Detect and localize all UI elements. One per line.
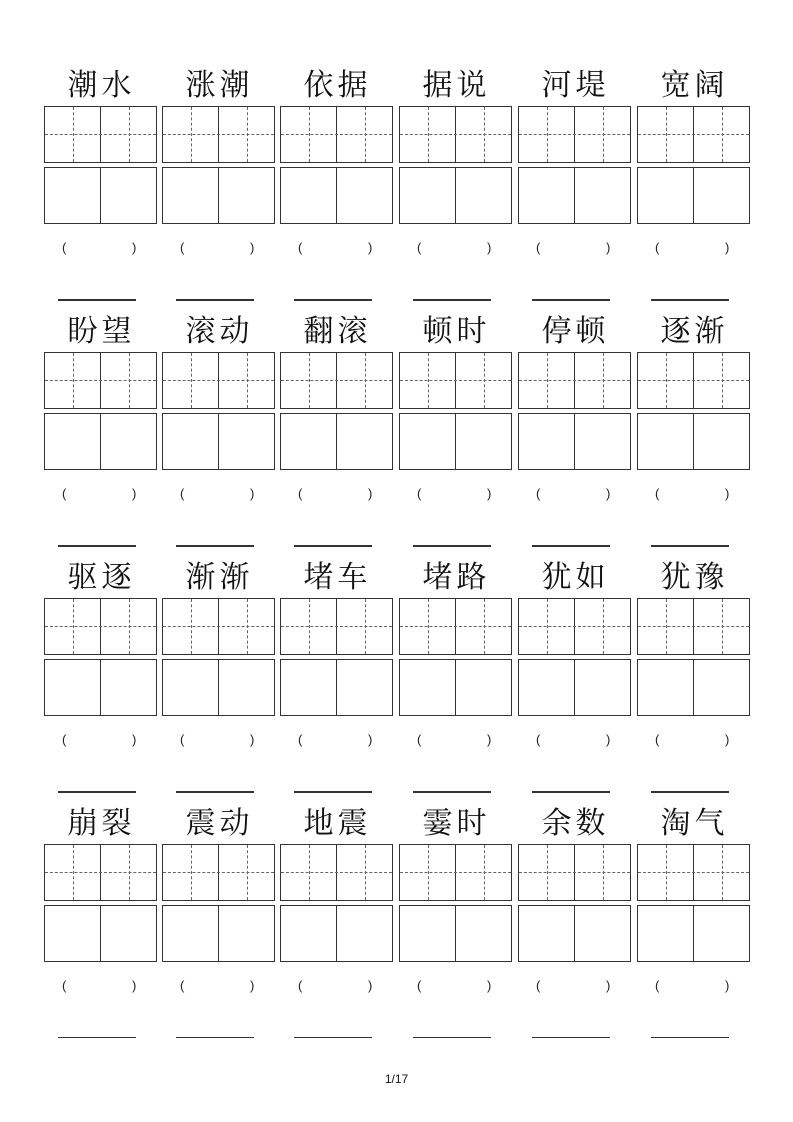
grid-guide-h — [163, 626, 274, 627]
grid-guide-v — [428, 599, 429, 654]
tianzige-grid[interactable] — [637, 598, 750, 655]
tianzige-grid[interactable] — [518, 598, 631, 655]
vocab-word: 余数 — [541, 806, 610, 841]
grid-divider — [336, 168, 337, 223]
paren-close: ) — [487, 240, 492, 255]
grid-divider — [693, 168, 694, 223]
word-unit — [44, 560, 159, 806]
paren-open: ( — [417, 978, 422, 993]
grid-guide-v — [722, 599, 723, 654]
vocab-word: 犹如 — [541, 560, 610, 595]
paren-open: ( — [417, 240, 422, 255]
tianzige-grid[interactable] — [399, 598, 512, 655]
word-unit — [280, 806, 395, 1052]
vocab-word: 渐渐 — [185, 560, 254, 595]
grid-guide-h — [519, 626, 630, 627]
grid-guide-h — [400, 134, 511, 135]
paren-open: ( — [655, 240, 660, 255]
vocab-word: 堵车 — [303, 560, 372, 595]
writing-grid[interactable] — [399, 905, 512, 962]
grid-guide-h — [163, 872, 274, 873]
tianzige-grid[interactable] — [44, 106, 157, 163]
writing-grid[interactable] — [399, 167, 512, 224]
word-unit — [44, 314, 159, 560]
word-unit — [637, 68, 752, 314]
paren-open: ( — [180, 732, 185, 747]
pinyin-line — [58, 546, 136, 547]
grid-guide-h — [638, 380, 749, 381]
grid-guide-v — [309, 845, 310, 900]
tianzige-grid[interactable] — [399, 352, 512, 409]
writing-grid[interactable] — [518, 905, 631, 962]
grid-guide-v — [73, 107, 74, 162]
paren-open: ( — [298, 978, 303, 993]
grid-divider — [100, 660, 101, 715]
grid-guide-v — [666, 353, 667, 408]
answer-line[interactable] — [651, 1037, 729, 1038]
grid-guide-v — [547, 845, 548, 900]
vocab-word: 盼望 — [67, 314, 136, 349]
grid-guide-v — [365, 599, 366, 654]
grid-divider — [336, 906, 337, 961]
grid-guide-v — [73, 353, 74, 408]
grid-divider — [455, 414, 456, 469]
word-unit — [280, 314, 395, 560]
word-unit — [518, 560, 633, 806]
word-section — [44, 560, 754, 806]
paren-close: ) — [725, 240, 730, 255]
word-unit — [637, 314, 752, 560]
grid-divider — [455, 168, 456, 223]
grid-guide-v — [309, 107, 310, 162]
vocab-word: 停顿 — [541, 314, 610, 349]
tianzige-grid[interactable] — [637, 844, 750, 901]
grid-guide-v — [722, 353, 723, 408]
vocab-word: 崩裂 — [67, 806, 136, 841]
grid-guide-v — [191, 353, 192, 408]
paren-open: ( — [298, 240, 303, 255]
grid-guide-h — [45, 626, 156, 627]
pinyin-line — [176, 792, 254, 793]
paren-open: ( — [536, 240, 541, 255]
grid-guide-h — [163, 134, 274, 135]
paren-close: ) — [606, 240, 611, 255]
pinyin-line — [294, 546, 372, 547]
paren-open: ( — [62, 732, 67, 747]
grid-guide-v — [247, 599, 248, 654]
grid-guide-v — [428, 845, 429, 900]
tianzige-grid[interactable] — [518, 352, 631, 409]
tianzige-grid[interactable] — [399, 844, 512, 901]
answer-line[interactable] — [58, 1037, 136, 1038]
word-unit — [399, 314, 514, 560]
grid-guide-v — [365, 845, 366, 900]
pinyin-line — [58, 300, 136, 301]
grid-guide-h — [638, 872, 749, 873]
grid-divider — [336, 660, 337, 715]
answer-line[interactable] — [413, 1037, 491, 1038]
word-section — [44, 806, 754, 1052]
tianzige-grid[interactable] — [44, 598, 157, 655]
word-section — [44, 314, 754, 560]
tianzige-grid[interactable] — [637, 106, 750, 163]
paren-close: ) — [250, 732, 255, 747]
pinyin-line — [176, 546, 254, 547]
writing-grid[interactable] — [518, 659, 631, 716]
paren-open: ( — [180, 978, 185, 993]
grid-guide-v — [666, 845, 667, 900]
grid-guide-v — [547, 599, 548, 654]
tianzige-grid[interactable] — [280, 106, 393, 163]
pinyin-line — [413, 300, 491, 301]
grid-guide-v — [309, 353, 310, 408]
vocab-word: 堵路 — [422, 560, 491, 595]
paren-open: ( — [536, 978, 541, 993]
grid-guide-h — [519, 134, 630, 135]
word-unit — [637, 806, 752, 1052]
paren-open: ( — [180, 486, 185, 501]
word-unit — [280, 560, 395, 806]
grid-guide-v — [191, 107, 192, 162]
grid-guide-h — [45, 380, 156, 381]
paren-close: ) — [725, 486, 730, 501]
vocab-word: 依据 — [303, 68, 372, 103]
word-unit — [518, 806, 633, 1052]
grid-guide-v — [428, 353, 429, 408]
grid-divider — [218, 168, 219, 223]
grid-guide-v — [666, 107, 667, 162]
grid-divider — [100, 906, 101, 961]
grid-guide-v — [129, 353, 130, 408]
grid-guide-h — [163, 380, 274, 381]
paren-close: ) — [250, 240, 255, 255]
grid-divider — [100, 414, 101, 469]
grid-guide-h — [281, 872, 392, 873]
grid-divider — [574, 168, 575, 223]
grid-divider — [574, 414, 575, 469]
writing-grid[interactable] — [162, 413, 275, 470]
writing-grid[interactable] — [162, 905, 275, 962]
grid-divider — [218, 906, 219, 961]
grid-guide-v — [484, 599, 485, 654]
pinyin-line — [532, 546, 610, 547]
writing-grid[interactable] — [399, 659, 512, 716]
paren-open: ( — [62, 486, 67, 501]
grid-divider — [574, 660, 575, 715]
grid-guide-h — [638, 626, 749, 627]
paren-close: ) — [606, 978, 611, 993]
grid-guide-v — [666, 599, 667, 654]
pinyin-line — [294, 300, 372, 301]
tianzige-grid[interactable] — [518, 106, 631, 163]
vocab-word: 犹豫 — [660, 560, 729, 595]
grid-divider — [100, 168, 101, 223]
writing-grid[interactable] — [518, 413, 631, 470]
grid-guide-v — [547, 107, 548, 162]
writing-grid[interactable] — [399, 413, 512, 470]
grid-guide-v — [365, 353, 366, 408]
paren-open: ( — [655, 978, 660, 993]
paren-open: ( — [655, 732, 660, 747]
grid-divider — [574, 906, 575, 961]
writing-grid[interactable] — [637, 659, 750, 716]
paren-close: ) — [725, 978, 730, 993]
pinyin-line — [651, 792, 729, 793]
pinyin-line — [413, 792, 491, 793]
tianzige-grid[interactable] — [399, 106, 512, 163]
paren-close: ) — [132, 978, 137, 993]
tianzige-grid[interactable] — [280, 598, 393, 655]
grid-guide-h — [519, 380, 630, 381]
grid-guide-v — [247, 107, 248, 162]
answer-line[interactable] — [532, 1037, 610, 1038]
paren-open: ( — [62, 240, 67, 255]
grid-guide-h — [281, 134, 392, 135]
tianzige-grid[interactable] — [637, 352, 750, 409]
vocab-word: 翻滚 — [303, 314, 372, 349]
writing-grid[interactable] — [44, 905, 157, 962]
tianzige-grid[interactable] — [518, 844, 631, 901]
grid-guide-h — [45, 872, 156, 873]
word-unit — [162, 68, 277, 314]
grid-guide-h — [281, 626, 392, 627]
paren-open: ( — [655, 486, 660, 501]
tianzige-grid[interactable] — [44, 844, 157, 901]
pinyin-line — [651, 546, 729, 547]
grid-guide-h — [638, 134, 749, 135]
writing-grid[interactable] — [162, 659, 275, 716]
writing-grid[interactable] — [44, 413, 157, 470]
tianzige-grid[interactable] — [162, 598, 275, 655]
paren-open: ( — [536, 486, 541, 501]
paren-close: ) — [487, 486, 492, 501]
grid-guide-v — [191, 599, 192, 654]
grid-guide-h — [400, 380, 511, 381]
word-unit — [518, 314, 633, 560]
grid-guide-v — [722, 107, 723, 162]
paren-open: ( — [298, 732, 303, 747]
vocab-word: 霎时 — [422, 806, 491, 841]
paren-open: ( — [62, 978, 67, 993]
grid-guide-h — [400, 626, 511, 627]
tianzige-grid[interactable] — [280, 844, 393, 901]
answer-line[interactable] — [294, 1037, 372, 1038]
vocab-word: 驱逐 — [67, 560, 136, 595]
vocab-word: 顿时 — [422, 314, 491, 349]
word-unit — [637, 560, 752, 806]
paren-open: ( — [180, 240, 185, 255]
grid-guide-v — [603, 845, 604, 900]
grid-guide-h — [281, 380, 392, 381]
grid-guide-v — [129, 845, 130, 900]
pinyin-line — [294, 792, 372, 793]
pinyin-line — [532, 792, 610, 793]
paren-open: ( — [417, 486, 422, 501]
paren-close: ) — [250, 486, 255, 501]
answer-line[interactable] — [176, 1037, 254, 1038]
paren-close: ) — [487, 978, 492, 993]
grid-divider — [693, 906, 694, 961]
writing-grid[interactable] — [280, 413, 393, 470]
vocab-word: 河堤 — [541, 68, 610, 103]
grid-divider — [455, 660, 456, 715]
writing-grid[interactable] — [162, 167, 275, 224]
grid-guide-v — [484, 353, 485, 408]
grid-guide-v — [73, 845, 74, 900]
vocab-word: 逐渐 — [660, 314, 729, 349]
tianzige-grid[interactable] — [44, 352, 157, 409]
word-unit — [162, 560, 277, 806]
grid-guide-v — [191, 845, 192, 900]
paren-close: ) — [606, 732, 611, 747]
tianzige-grid[interactable] — [162, 352, 275, 409]
tianzige-grid[interactable] — [162, 106, 275, 163]
grid-divider — [218, 414, 219, 469]
pinyin-line — [58, 792, 136, 793]
paren-close: ) — [132, 486, 137, 501]
writing-grid[interactable] — [637, 905, 750, 962]
writing-grid[interactable] — [637, 413, 750, 470]
writing-grid[interactable] — [280, 905, 393, 962]
paren-open: ( — [536, 732, 541, 747]
word-unit — [518, 68, 633, 314]
vocab-word: 地震 — [303, 806, 372, 841]
vocab-word: 宽阔 — [660, 68, 729, 103]
grid-guide-v — [484, 845, 485, 900]
grid-guide-v — [484, 107, 485, 162]
grid-guide-v — [247, 845, 248, 900]
word-unit — [399, 560, 514, 806]
grid-guide-h — [519, 872, 630, 873]
grid-guide-v — [722, 845, 723, 900]
paren-close: ) — [132, 240, 137, 255]
grid-guide-v — [309, 599, 310, 654]
tianzige-grid[interactable] — [162, 844, 275, 901]
pinyin-line — [651, 300, 729, 301]
grid-divider — [218, 660, 219, 715]
word-unit — [399, 806, 514, 1052]
paren-close: ) — [487, 732, 492, 747]
grid-guide-h — [45, 134, 156, 135]
writing-grid[interactable] — [280, 167, 393, 224]
paren-close: ) — [132, 732, 137, 747]
grid-guide-v — [547, 353, 548, 408]
vocab-word: 涨潮 — [185, 68, 254, 103]
grid-guide-v — [365, 107, 366, 162]
paren-close: ) — [368, 486, 373, 501]
paren-close: ) — [606, 486, 611, 501]
vocab-word: 据说 — [422, 68, 491, 103]
page-number: 1/17 — [384, 1072, 409, 1086]
writing-grid[interactable] — [637, 167, 750, 224]
pinyin-line — [532, 300, 610, 301]
word-unit — [162, 806, 277, 1052]
pinyin-line — [176, 300, 254, 301]
grid-guide-v — [603, 107, 604, 162]
grid-guide-h — [400, 872, 511, 873]
paren-close: ) — [725, 732, 730, 747]
grid-divider — [336, 414, 337, 469]
grid-guide-v — [603, 353, 604, 408]
grid-divider — [693, 414, 694, 469]
tianzige-grid[interactable] — [280, 352, 393, 409]
vocab-word: 淘气 — [660, 806, 729, 841]
paren-close: ) — [250, 978, 255, 993]
grid-guide-v — [603, 599, 604, 654]
writing-grid[interactable] — [518, 167, 631, 224]
writing-grid[interactable] — [44, 167, 157, 224]
paren-open: ( — [298, 486, 303, 501]
paren-close: ) — [368, 978, 373, 993]
word-unit — [162, 314, 277, 560]
word-unit — [44, 68, 159, 314]
vocab-word: 滚动 — [185, 314, 254, 349]
vocab-word: 震动 — [185, 806, 254, 841]
word-unit — [399, 68, 514, 314]
word-unit — [44, 806, 159, 1052]
paren-close: ) — [368, 240, 373, 255]
vocab-word: 潮水 — [67, 68, 136, 103]
grid-guide-v — [247, 353, 248, 408]
grid-divider — [693, 660, 694, 715]
word-section — [44, 68, 754, 314]
grid-guide-v — [428, 107, 429, 162]
grid-divider — [455, 906, 456, 961]
grid-guide-v — [73, 599, 74, 654]
writing-grid[interactable] — [280, 659, 393, 716]
paren-open: ( — [417, 732, 422, 747]
writing-grid[interactable] — [44, 659, 157, 716]
pinyin-line — [413, 546, 491, 547]
grid-guide-v — [129, 599, 130, 654]
grid-guide-v — [129, 107, 130, 162]
paren-close: ) — [368, 732, 373, 747]
word-unit — [280, 68, 395, 314]
